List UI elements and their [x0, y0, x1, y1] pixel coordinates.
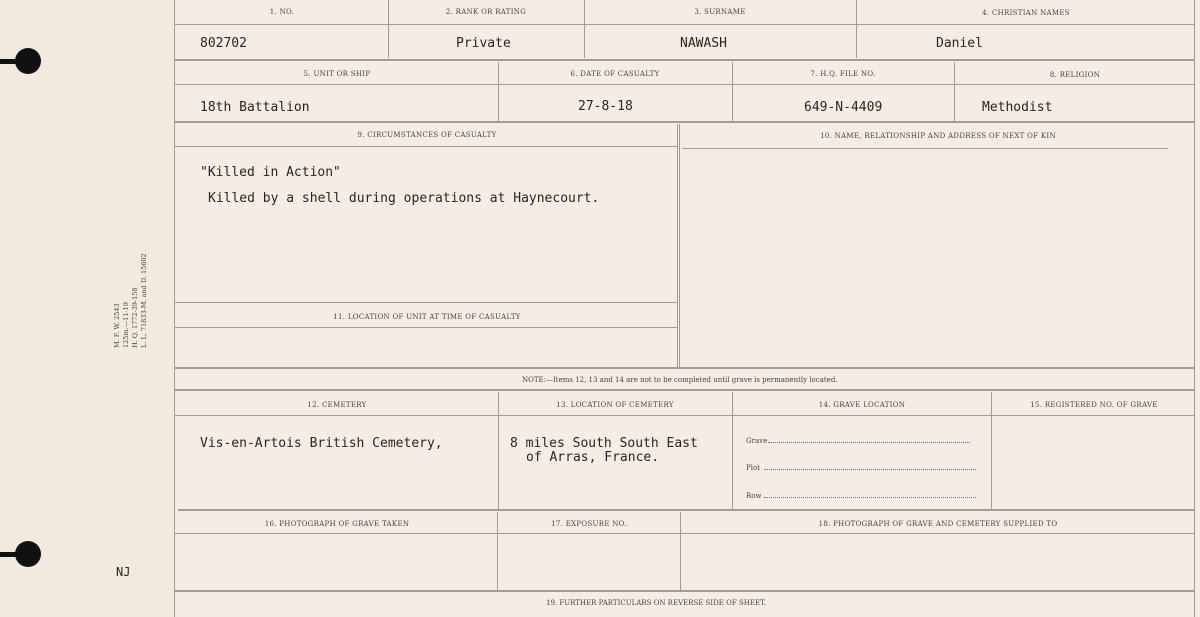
row4-div-1 [498, 392, 499, 509]
header-no: 1. NO. [269, 8, 295, 16]
header-religion: 8. RELIGION [1049, 71, 1101, 79]
header-hq-file: 7. H.Q. FILE NO. [810, 70, 876, 78]
header-next-of-kin: 10. NAME, RELATIONSHIP AND ADDRESS OF NEXT OF KIN [820, 132, 1056, 140]
rank-value: Private [456, 36, 511, 51]
row1-div-1 [388, 0, 389, 58]
header-location-cemetery: 13. LOCATION OF CEMETERY [556, 401, 674, 409]
location-unit-sub-rule [174, 327, 677, 328]
plot-label: Plot [746, 464, 760, 472]
row-label: Row [746, 492, 762, 500]
header-surname: 3. SURNAME [694, 8, 746, 16]
header-registered-no: 15. REGISTERED NO. OF GRAVE [1030, 401, 1158, 409]
further-particulars-note: 19. FURTHER PARTICULARS ON REVERSE SIDE OF SHEET. [546, 599, 766, 607]
christian-names-value: Daniel [936, 36, 983, 51]
header-christian-names: 4. CHRISTIAN NAMES [982, 9, 1070, 17]
header-exposure: 17. EXPOSURE NO. [551, 520, 627, 528]
form-reference-note [113, 253, 149, 348]
cemetery-value: Vis-en-Artois British Cemetery, [200, 436, 443, 451]
row2-sub-rule [174, 84, 1194, 85]
unit-value: 18th Battalion [200, 100, 310, 115]
grave-line [768, 442, 970, 443]
form-line-3: H. Q. 1772-39-158 [131, 287, 139, 348]
row1-bottom-rule [174, 59, 1194, 61]
header-location-unit: 11. LOCATION OF UNIT AT TIME OF CASUALTY [333, 313, 521, 321]
note-text: NOTE:—Items 12, 13 and 14 are not to be completed until grave is permanently located. [522, 376, 838, 384]
form-line-1: M. F. W. 2543 [113, 303, 121, 348]
plot-line [764, 469, 976, 470]
row3-sub-rule-right [682, 148, 1168, 149]
clerk-initials: NJ [116, 565, 131, 579]
header-cemetery: 12. CEMETERY [307, 401, 367, 409]
circumstances-line-1: "Killed in Action" [200, 165, 341, 180]
row-line [764, 497, 976, 498]
header-unit: 5. UNIT OR SHIP [303, 70, 371, 78]
row5-div-2 [680, 512, 681, 590]
row3-bottom-rule [174, 367, 1194, 369]
cemetery-location-line-1: 8 miles South South East [510, 436, 698, 451]
service-number: 802702 [200, 36, 247, 51]
header-photo-taken: 16. PHOTOGRAPH OF GRAVE TAKEN [264, 520, 410, 528]
row2-div-1 [498, 62, 499, 121]
hq-file-value: 649-N-4409 [804, 100, 883, 115]
row1-div-2 [584, 0, 585, 58]
header-rank: 2. RANK OR RATING [445, 8, 527, 16]
header-photo-supplied: 18. PHOTOGRAPH OF GRAVE AND CEMETERY SUPPLIED TO [818, 520, 1058, 528]
form-line-2: 125m.—11-19 [122, 302, 130, 348]
date-value: 27-8-18 [578, 99, 633, 114]
row4-bottom-rule [178, 509, 1194, 511]
row4-sub-rule [174, 415, 1194, 416]
note-bottom-rule [174, 389, 1194, 391]
row2-div-3 [954, 62, 955, 121]
grave-label: Grave [746, 437, 768, 445]
cemetery-location-line-2: of Arras, France. [526, 450, 660, 465]
row2-bottom-rule [174, 121, 1194, 123]
row3-div [677, 124, 680, 367]
row4-div-3 [991, 392, 992, 509]
row4-div-2 [732, 392, 733, 509]
frame-left [174, 0, 175, 617]
row5-div-1 [497, 512, 498, 590]
circumstances-line-2: Killed by a shell during operations at Haynecourt. [208, 191, 600, 206]
header-circumstances: 9. CIRCUMSTANCES OF CASUALTY [357, 131, 497, 139]
row1-div-3 [856, 0, 857, 58]
religion-value: Methodist [982, 100, 1053, 115]
frame-right [1194, 0, 1195, 617]
row1-sub-rule [174, 24, 1194, 25]
row5-bottom-rule [174, 590, 1194, 592]
punch-hole-bottom [15, 541, 41, 567]
form-line-4: L. L. 71833-M. and D. 15602 [140, 253, 148, 348]
row5-sub-rule [174, 533, 1194, 534]
punch-hole-top [15, 48, 41, 74]
header-grave-location: 14. GRAVE LOCATION [818, 401, 906, 409]
surname-value: NAWASH [680, 36, 727, 51]
row2-div-2 [732, 62, 733, 121]
row3-sub-rule-left [174, 146, 678, 147]
header-date: 6. DATE OF CASUALTY [570, 70, 660, 78]
circumstances-bottom-rule [174, 302, 677, 303]
